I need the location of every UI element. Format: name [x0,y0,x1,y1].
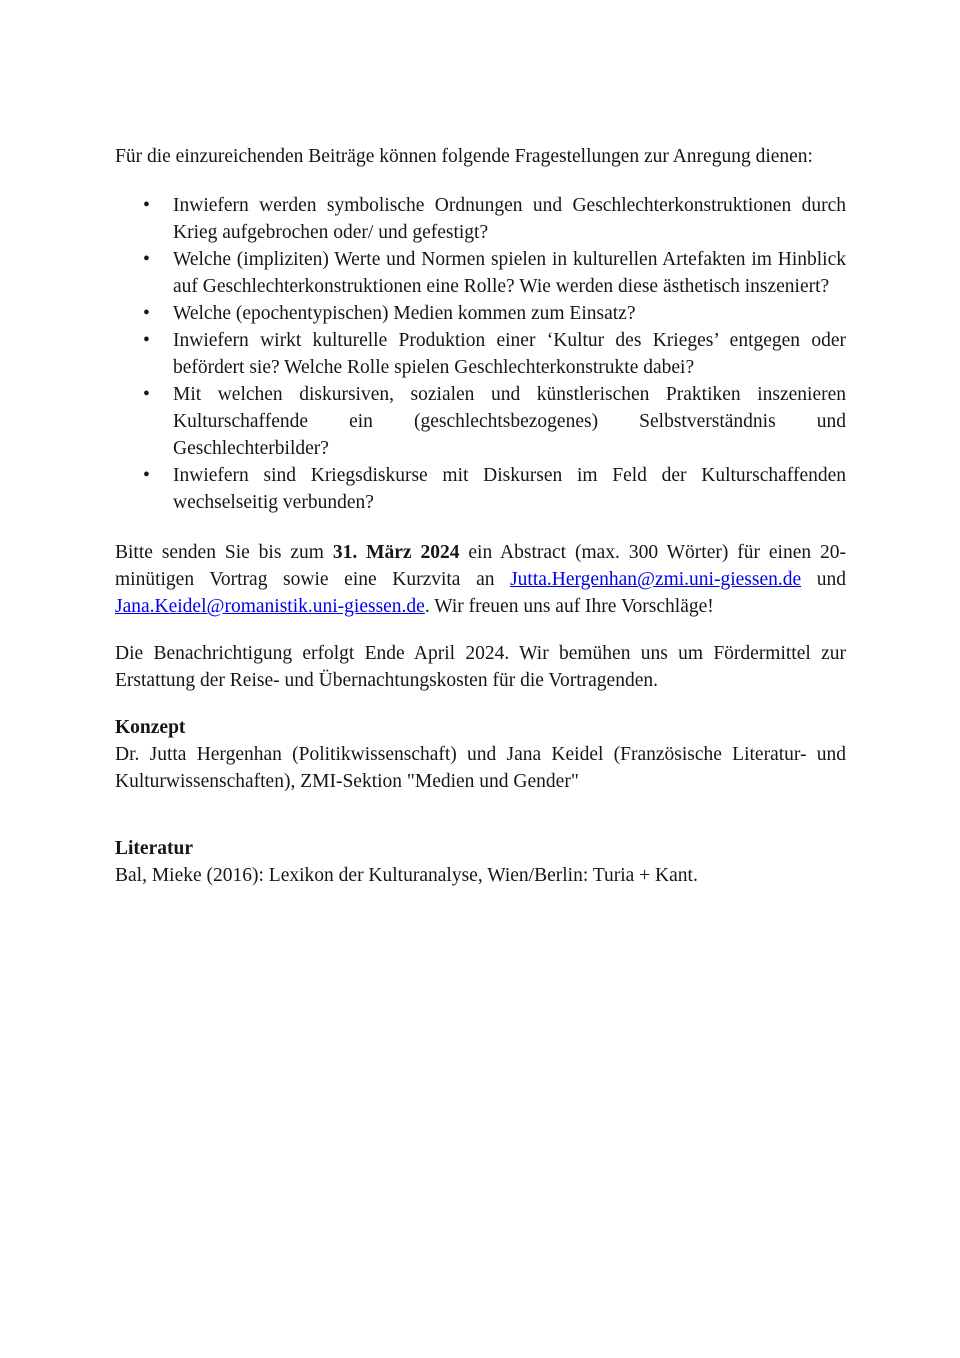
concept-heading: Konzept [115,717,186,738]
concept-body: Dr. Jutta Hergenhan (Politikwissenschaft) und Jana Keidel (Französische Literatur- und Kulturwissenschaften), ZMI-Sektion "Medien und Gender" [115,744,846,792]
literature-heading: Literatur [115,838,193,859]
concept-section [115,714,846,795]
submission-text-4: . Wir freuen uns auf Ihre Vorschläge! [424,596,714,617]
email-link-keidel[interactable]: Jana.Keidel@romanistik.uni-giessen.de [115,596,425,617]
literature-section [115,835,846,889]
submission-text-1: Bitte senden Sie bis zum [115,542,333,563]
deadline-date: 31. März 2024 [332,542,460,563]
literature-body: Bal, Mieke (2016): Lexikon der Kulturanalyse, Wien/Berlin: Turia + Kant. [115,865,698,886]
list-item: • Welche (epochentypischen) Medien kommen zum Einsatz? [115,300,846,327]
document-page [115,143,846,889]
submission-text-3: und [801,569,847,590]
submission-text-2: ein Abstract (max. 300 Wörter) für einen 20-minütigen Vortrag sowie eine Kurzvita an [115,542,847,590]
list-item: • Inwiefern sind Kriegsdiskurse mit Diskursen im Feld der Kulturschaffenden wechselseitig verbunden? [115,462,846,516]
question-list [115,192,846,516]
list-item: • Mit welchen diskursiven, sozialen und künstlerischen Praktiken inszenieren Kulturschaffende ein (geschlechtsbezogenes) Selbstverständnis und Geschlechterbilder? [115,381,846,462]
submission-paragraph [115,539,846,620]
notification-paragraph: Die Benachrichtigung erfolgt Ende April 2024. Wir bemühen uns um Fördermittel zur Erstattung der Reise- und Übernachtungskosten für die Vortragenden. [115,643,846,691]
list-item: • Welche (impliziten) Werte und Normen spielen in kulturellen Artefakten im Hinblick auf Geschlechterkonstruktionen eine Rolle? Wie werden diese ästhetisch inszeniert? [115,246,846,300]
email-link-hergenhan[interactable]: Jutta.Hergenhan@zmi.uni-giessen.de [510,569,802,590]
list-item: • Inwiefern werden symbolische Ordnungen und Geschlechterkonstruktionen durch Krieg aufgebrochen oder/ und gefestigt? [115,192,846,246]
list-item: • Inwiefern wirkt kulturelle Produktion einer ‘Kultur des Krieges’ entgegen oder befördert sie? Welche Rolle spielen Geschlechterkonstrukte dabei? [115,327,846,381]
intro-paragraph: Für die einzureichenden Beiträge können folgende Fragestellungen zur Anregung dienen: [115,146,813,167]
